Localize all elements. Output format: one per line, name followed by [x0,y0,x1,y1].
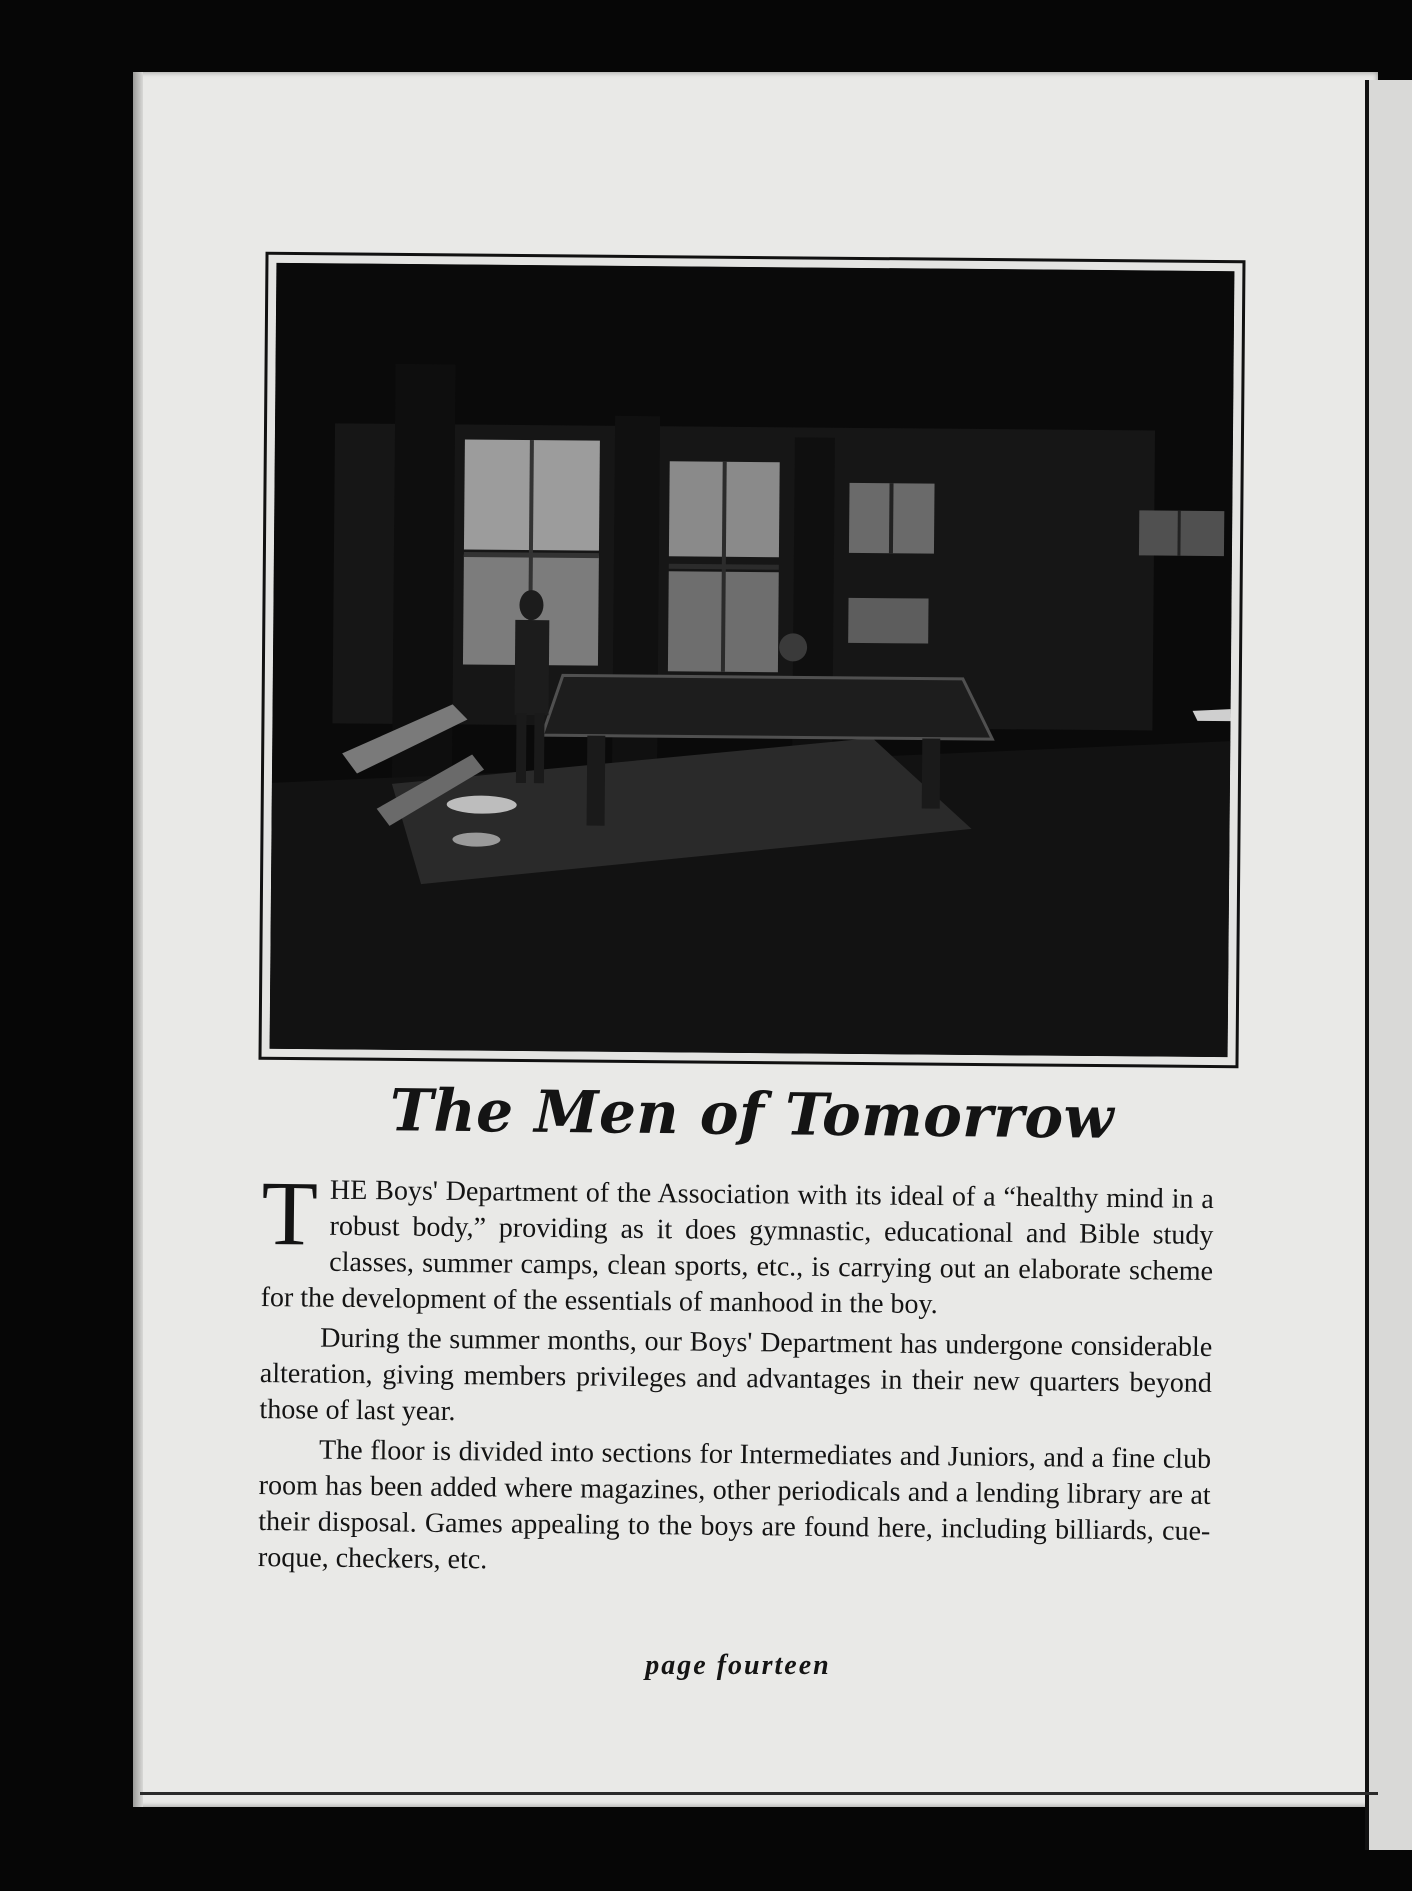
photo-illustration [270,263,1235,1057]
boys-department-room-photo [270,263,1235,1057]
adjacent-page-edge [1365,80,1412,1850]
article-body [257,1162,1214,1590]
paragraph-1-text: HE Boys' Department of the Association with its ideal of a “healthy mind in a robust body,” providing as it does gymnastic, educational and Bible study classes, summer camps, clean sports, etc., is carrying out an elaborate scheme for the development of the essentials of manhood in the boy. [260,1174,1214,1321]
photograph-frame [258,252,1245,1069]
paragraph-3: The floor is divided into sections for Intermediates and Juniors, and a fine club room has been added where magazines, other periodicals and a lending library are at their disposal. Games appealing to the boys are found here, including billiards, cue-roque, checkers, etc. [257,1434,1212,1576]
page-binding-edge [133,72,143,1807]
paragraph-1 [260,1162,1214,1326]
page-bottom-edge [140,1792,1378,1795]
article-title: The Men of Tomorrow [389,1076,1115,1152]
page-number: page fourteen [645,1650,831,1681]
paragraph-2: During the summer months, our Boys' Department has undergone considerable alteration, giving members privileges and advantages in their new quarters beyond those of last year. [259,1322,1213,1428]
drop-cap: T [261,1162,319,1265]
